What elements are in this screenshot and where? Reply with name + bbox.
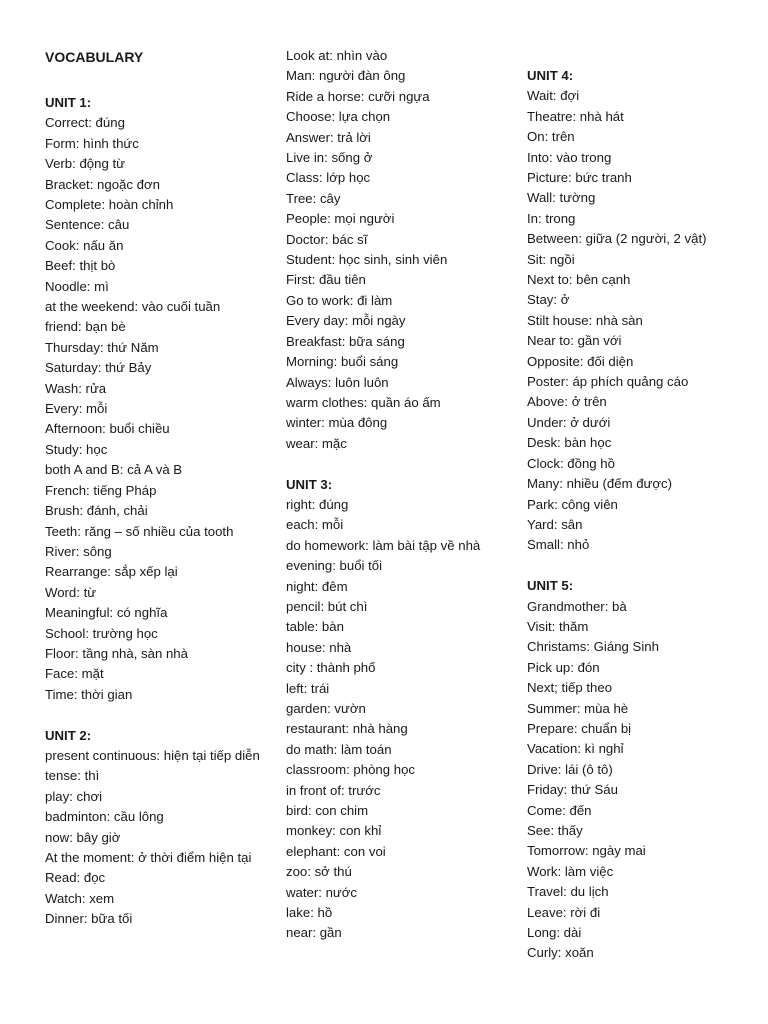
vocab-entry: evening: buổi tối — [286, 558, 383, 574]
vocab-entry: Clock: đồng hồ — [527, 455, 615, 471]
vocab-entry: River: sông — [45, 543, 112, 559]
vocab-entry: Drive: lái (ô tô) — [527, 761, 613, 777]
vocab-entry: Time: thời gian — [45, 686, 133, 702]
vocab-entry: both A and B: cả A và B — [45, 462, 183, 478]
unit-2-list-part-1 — [45, 746, 277, 930]
vocab-entry: friend: bạn bè — [45, 319, 126, 335]
vocab-entry: bird: con chim — [286, 803, 369, 818]
vocab-entry: Above: ở trên — [527, 394, 607, 410]
unit-2-section — [45, 726, 277, 930]
vocab-entry: Come: đến — [527, 802, 592, 818]
vocab-entry: near: gần — [286, 925, 342, 941]
vocab-entry: Form: hình thức — [45, 135, 139, 151]
vocab-entry: night: đêm — [286, 578, 348, 594]
unit-5-heading: UNIT 5: — [527, 578, 574, 594]
vocab-entry: Small: nhỏ — [527, 537, 590, 553]
vocab-entry: Christams: Giáng Sinh — [527, 639, 659, 655]
vocab-entry: Study: học — [45, 441, 108, 457]
vocab-entry: do math: làm toán — [286, 741, 392, 757]
unit-2-list-part-2 — [286, 46, 518, 454]
vocab-entry: Long: dài — [527, 925, 582, 941]
vocab-entry: Morning: buổi sáng — [286, 354, 399, 370]
unit-4-heading: UNIT 4: — [527, 68, 574, 83]
vocab-entry: Stilt house: nhà sàn — [527, 312, 643, 328]
unit-5-list — [527, 597, 762, 964]
vocab-entry: in front of: trước — [286, 782, 381, 798]
vocab-entry: Every day: mỗi ngày — [286, 313, 406, 329]
vocab-entry: Bracket: ngoặc đơn — [45, 176, 160, 192]
vocab-entry: pencil: bút chì — [286, 598, 368, 614]
vocab-entry: now: bây giờ — [45, 829, 121, 845]
vocab-entry: table: bàn — [286, 619, 344, 635]
vocab-entry: Rearrange: sắp xếp lại — [45, 564, 178, 580]
vocab-entry: Under: ở dưới — [527, 414, 611, 430]
vocab-entry: Thursday: thứ Năm — [45, 339, 159, 355]
vocab-entry: People: mọi người — [286, 211, 395, 227]
unit-1-heading: UNIT 1: — [45, 95, 92, 110]
vocab-entry: Yard: sân — [527, 516, 583, 532]
vocab-entry: Ride a horse: cưỡi ngựa — [286, 88, 430, 104]
vocab-entry: elephant: con voi — [286, 843, 386, 859]
vocab-entry: Between: giữa (2 người, 2 vật) — [527, 231, 707, 247]
column-1 — [45, 46, 277, 950]
vocab-entry: School: trường học — [45, 625, 158, 641]
unit-4-section — [527, 66, 762, 556]
vocab-entry: Breakfast: bữa sáng — [286, 333, 405, 349]
vocab-entry: Sentence: câu — [45, 217, 130, 233]
unit-3-section — [286, 475, 518, 944]
vocab-entry: at the weekend: vào cuối tuần — [45, 299, 221, 315]
vocab-entry: In: trong — [527, 210, 576, 226]
vocab-entry: Beef: thịt bò — [45, 258, 116, 274]
unit-3-heading: UNIT 3: — [286, 476, 333, 492]
vocab-entry: Next to: bên cạnh — [527, 272, 631, 288]
unit-1-section — [45, 93, 277, 705]
vocab-entry: Dinner: bữa tối — [45, 911, 133, 927]
vocab-entry: Friday: thứ Sáu — [527, 782, 618, 798]
vocab-entry: Brush: đánh, chải — [45, 503, 148, 519]
vocab-entry: Work: làm việc — [527, 863, 614, 879]
vocab-entry: Summer: mùa hè — [527, 700, 629, 716]
vocab-entry: Tomorrow: ngày mai — [527, 843, 646, 859]
vocab-entry: Park: công viên — [527, 496, 618, 512]
vocab-entry: Theatre: nhà hát — [527, 108, 624, 124]
vocab-entry: classroom: phòng học — [286, 762, 416, 778]
vocab-entry: Floor: tầng nhà, sàn nhà — [45, 645, 188, 661]
vocab-entry: Leave: rời đi — [527, 904, 601, 920]
vocab-entry: city : thành phố — [286, 660, 376, 676]
vocab-entry: each: mỗi — [286, 517, 344, 533]
vocab-entry: French: tiếng Pháp — [45, 482, 157, 498]
vocab-entry: wear: mặc — [286, 435, 347, 451]
vocab-entry: Next; tiếp theo — [527, 680, 613, 696]
vocab-entry: Stay: ở — [527, 292, 570, 308]
vocab-entry: Word: từ — [45, 584, 97, 600]
vocab-entry: Face: mặt — [45, 666, 104, 682]
vocab-entry: Tree: cây — [286, 190, 341, 206]
unit-4-list — [527, 86, 762, 555]
vocab-entry: right: đúng — [286, 496, 349, 512]
vocab-entry: Doctor: bác sĩ — [286, 231, 368, 247]
vocab-entry: Wash: rửa — [45, 380, 107, 396]
vocab-entry: Look at: nhìn vào — [286, 48, 388, 63]
vocab-entry: Cook: nấu ăn — [45, 237, 124, 253]
vocab-entry: Into: vào trong — [527, 149, 612, 165]
vocab-entry: Live in: sống ở — [286, 150, 373, 166]
vocab-entry: Many: nhiều (đếm được) — [527, 476, 673, 492]
vocab-entry: Always: luôn luôn — [286, 374, 389, 390]
vocab-entry: tense: thì — [45, 768, 100, 784]
vocab-entry: monkey: con khỉ — [286, 823, 382, 839]
vocab-entry: Choose: lựa chọn — [286, 109, 391, 125]
vocab-entry: Wait: đợi — [527, 88, 580, 104]
vocab-entry: zoo: sở thú — [286, 864, 352, 880]
vocab-entry: Curly: xoăn — [527, 945, 594, 961]
vocab-entry: Wall: tường — [527, 190, 596, 206]
column-3 — [527, 66, 762, 984]
vocab-entry: Complete: hoàn chỉnh — [45, 197, 174, 213]
unit-1-list — [45, 113, 277, 705]
document-title: VOCABULARY — [45, 49, 144, 65]
vocab-entry: Noodle: mì — [45, 278, 109, 294]
vocab-entry: Watch: xem — [45, 890, 115, 906]
vocab-entry: Verb: động từ — [45, 156, 125, 172]
vocab-entry: restaurant: nhà hàng — [286, 721, 408, 737]
vocab-entry: Afternoon: buổi chiều — [45, 421, 170, 437]
vocab-entry: Student: học sinh, sinh viên — [286, 252, 448, 268]
vocab-entry: Picture: bức tranh — [527, 170, 632, 186]
vocab-entry: winter: mùa đông — [286, 415, 388, 431]
vocab-entry: play: chơi — [45, 788, 103, 804]
vocab-entry: Sit: ngồi — [527, 251, 575, 267]
vocab-entry: Every: mỗi — [45, 401, 108, 417]
vocab-entry: Grandmother: bà — [527, 598, 627, 614]
vocab-entry: water: nước — [286, 884, 357, 900]
vocab-entry: do homework: làm bài tập về nhà — [286, 537, 481, 553]
vocab-entry: Pick up: đón — [527, 659, 600, 675]
vocab-entry: Vacation: kì nghỉ — [527, 741, 624, 757]
vocab-entry: On: trên — [527, 129, 575, 145]
vocab-entry: present continuous: hiện tại tiếp diễn — [45, 747, 260, 763]
vocab-entry: Man: người đàn ông — [286, 68, 406, 84]
vocab-entry: First: đầu tiên — [286, 272, 366, 288]
vocab-entry: garden: vườn — [286, 700, 366, 716]
vocab-entry: Read: đọc — [45, 870, 106, 886]
vocab-entry: house: nhà — [286, 639, 352, 655]
vocab-entry: Correct: đúng — [45, 115, 125, 131]
unit-3-list — [286, 495, 518, 944]
vocab-entry: lake: hồ — [286, 905, 333, 921]
vocab-entry: badminton: cầu lông — [45, 809, 164, 825]
vocab-entry: Desk: bàn học — [527, 435, 612, 451]
vocab-entry: Class: lớp học — [286, 170, 371, 186]
vocab-entry: Visit: thăm — [527, 618, 589, 634]
vocab-entry: Poster: áp phích quảng cáo — [527, 374, 689, 390]
vocab-entry: Meaningful: có nghĩa — [45, 605, 168, 621]
unit-5-section — [527, 576, 762, 964]
vocab-entry: Prepare: chuẩn bị — [527, 720, 632, 736]
vocab-entry: At the moment: ở thời điểm hiện tại — [45, 849, 252, 865]
vocab-entry: Saturday: thứ Bảy — [45, 360, 152, 376]
vocab-entry: Near to: gần với — [527, 333, 622, 349]
column-2 — [286, 46, 518, 964]
vocab-entry: Teeth: răng – số nhiều của tooth — [45, 523, 234, 539]
vocab-entry: left: trái — [286, 680, 330, 696]
vocab-entry: Go to work: đi làm — [286, 292, 393, 308]
vocab-entry: warm clothes: quần áo ấm — [286, 394, 441, 410]
vocab-entry: Answer: trả lời — [286, 129, 371, 145]
vocab-entry: See: thấy — [527, 822, 583, 838]
unit-2-heading: UNIT 2: — [45, 727, 92, 743]
vocab-entry: Travel: du lịch — [527, 884, 609, 900]
vocab-entry: Opposite: đối diện — [527, 353, 634, 369]
